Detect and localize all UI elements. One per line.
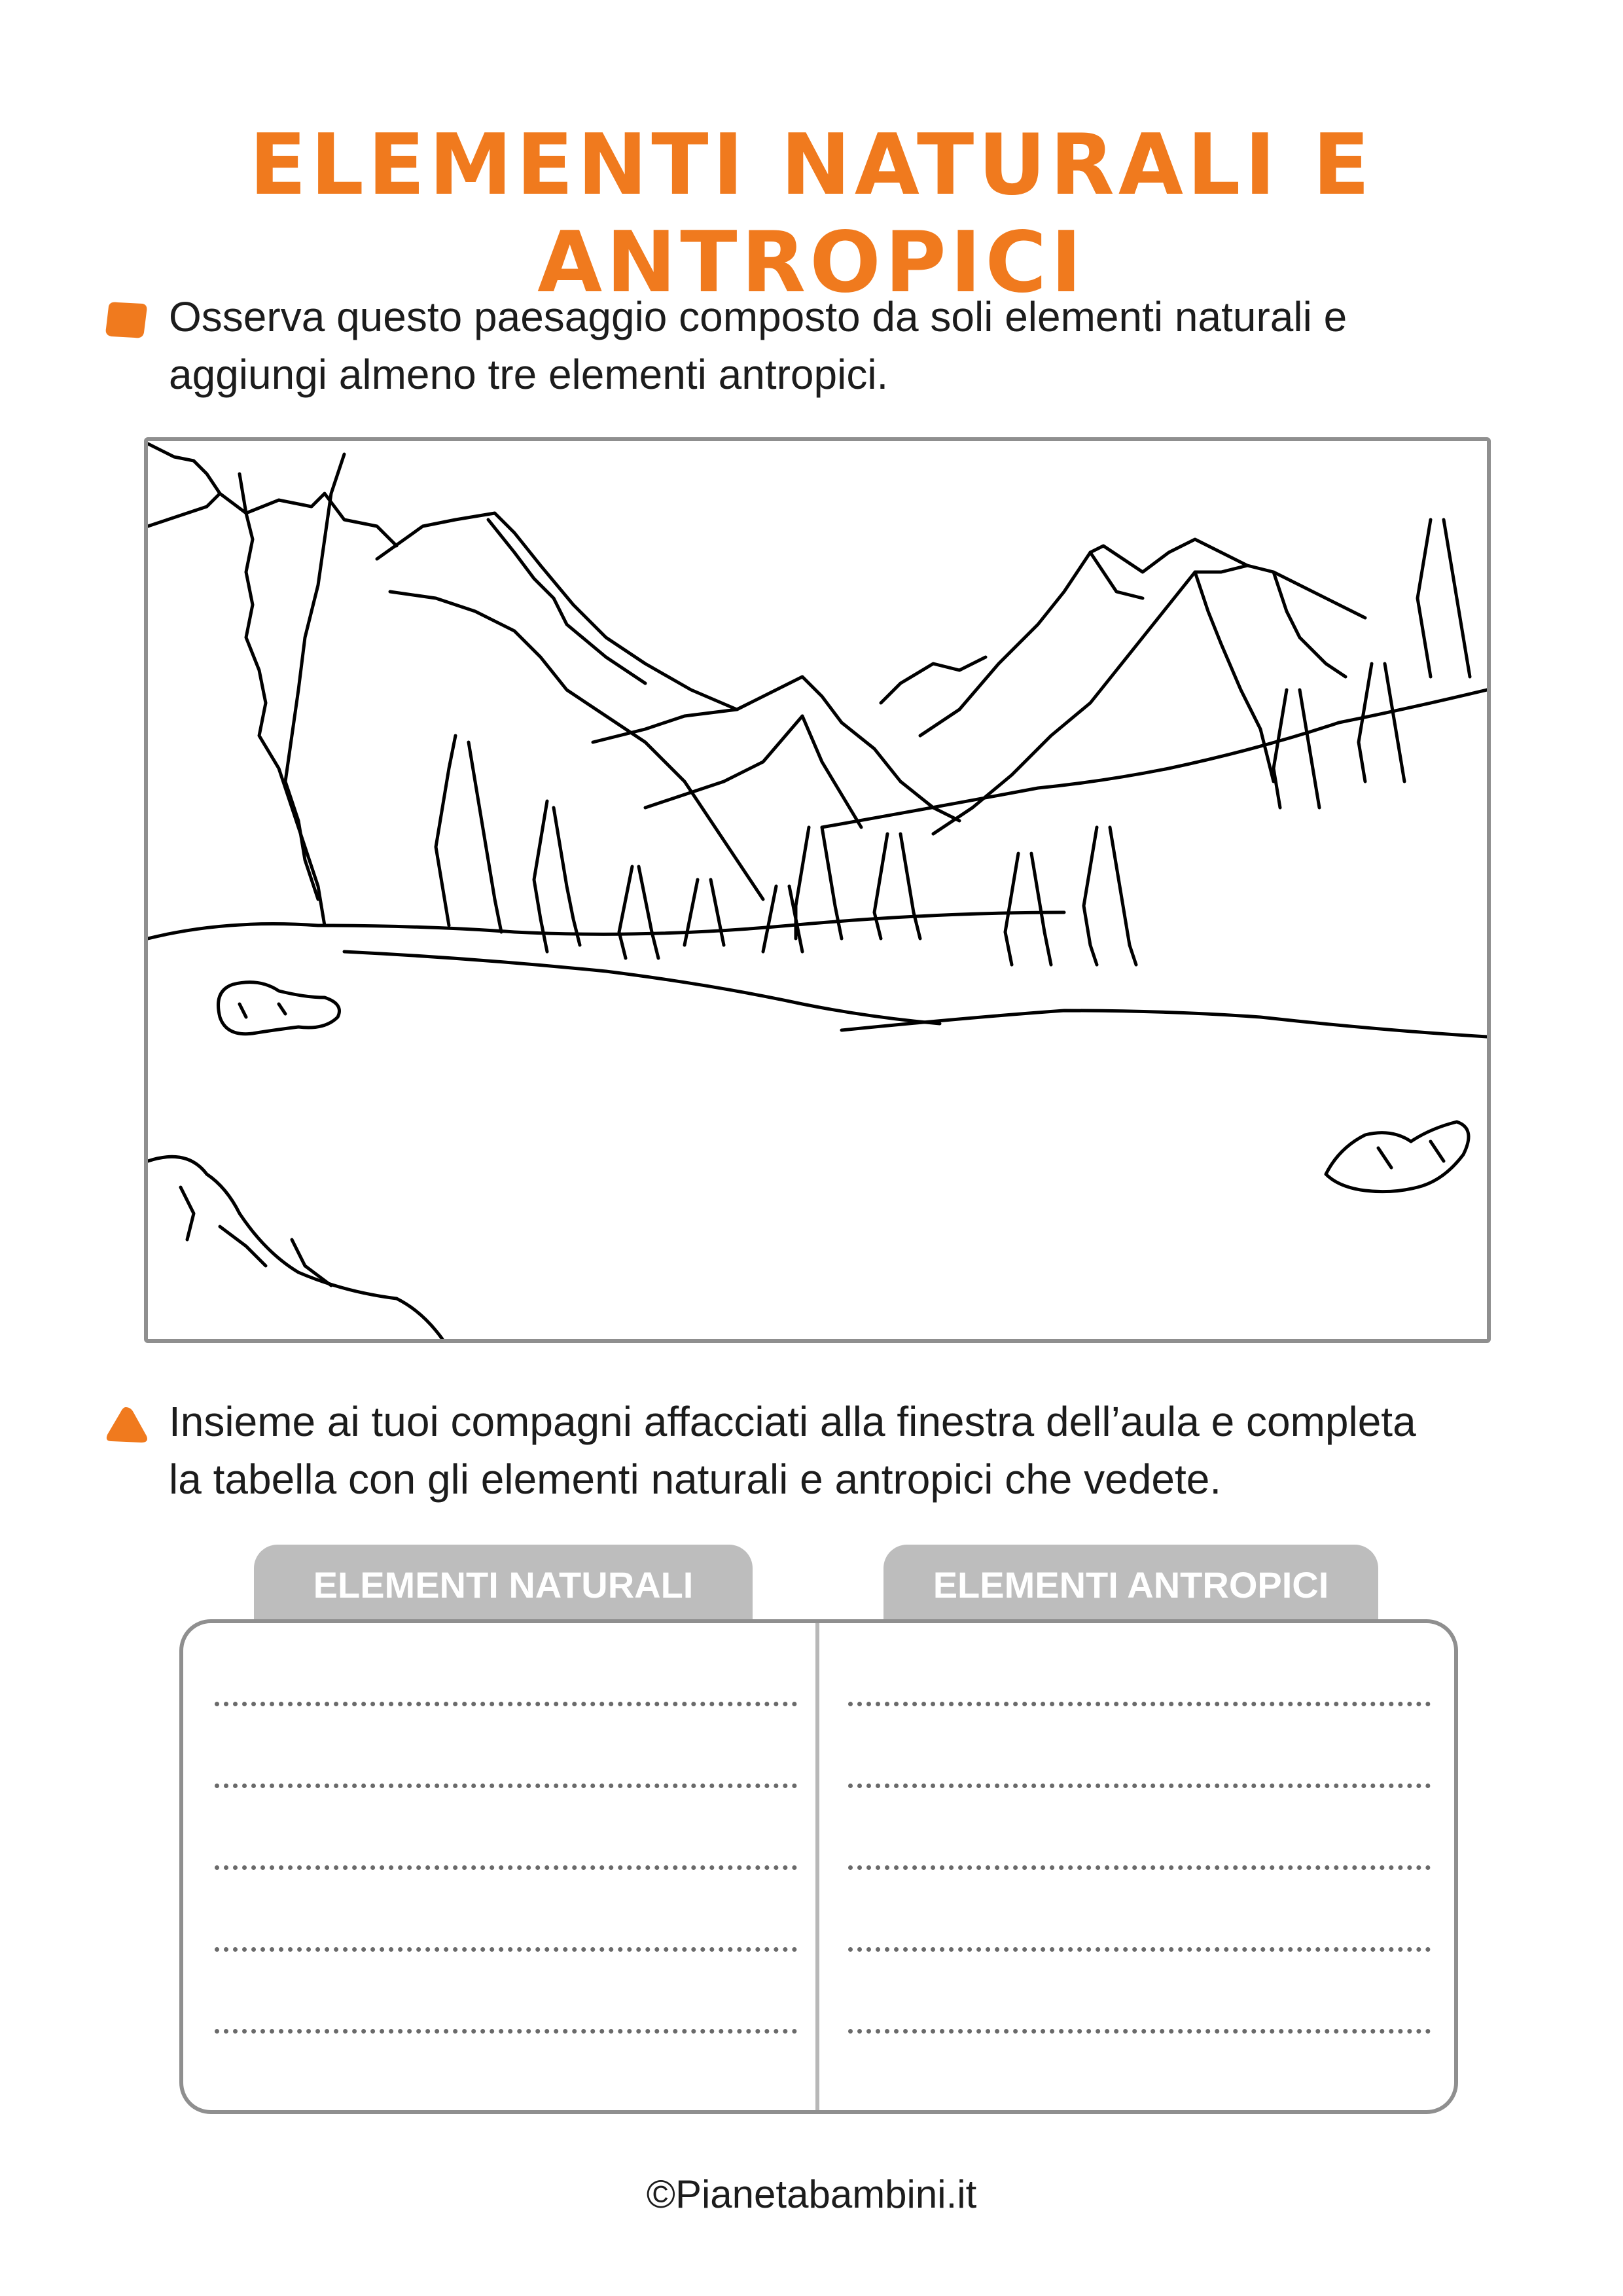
task-2 (103, 1393, 1543, 1508)
page-title: ELEMENTI NATURALI E ANTROPICI (249, 117, 1374, 312)
natural-elements-column (215, 1702, 797, 2034)
task-2-line-1: Insieme ai tuoi compagni affacciati alla finestra dell’aula e completa (169, 1398, 1416, 1445)
anthropic-answer-line[interactable] (848, 1788, 1431, 1870)
landscape-illustration[interactable] (144, 437, 1491, 1343)
natural-answer-line[interactable] (215, 1952, 797, 2034)
anthropic-answer-line[interactable] (848, 1706, 1431, 1788)
natural-elements-header: ELEMENTI NATURALI (254, 1545, 753, 1623)
natural-answer-line[interactable] (215, 1870, 797, 1952)
orange-triangle-bullet-icon (103, 1405, 149, 1445)
natural-answer-line[interactable] (215, 1706, 797, 1788)
anthropic-elements-header: ELEMENTI ANTROPICI (883, 1545, 1378, 1623)
task-1-line-2: aggiungi almeno tre elementi antropici. (169, 351, 889, 398)
elements-table (179, 1619, 1458, 2114)
orange-bullet-icon (103, 300, 149, 340)
copyright-footer: ©Pianetabambini.it (646, 2172, 977, 2216)
anthropic-answer-line[interactable] (848, 1952, 1431, 2034)
column-divider (815, 1623, 819, 2110)
task-1-line-1: Osserva questo paesaggio composto da soli elementi naturali e (169, 293, 1347, 340)
task-2-line-2: la tabella con gli elementi naturali e antropici che vedete. (169, 1456, 1222, 1503)
anthropic-answer-line[interactable] (848, 1702, 1431, 1706)
anthropic-elements-column (848, 1702, 1431, 2034)
natural-answer-line[interactable] (215, 1788, 797, 1870)
anthropic-answer-line[interactable] (848, 1870, 1431, 1952)
natural-answer-line[interactable] (215, 1702, 797, 1706)
task-1 (103, 288, 1543, 403)
